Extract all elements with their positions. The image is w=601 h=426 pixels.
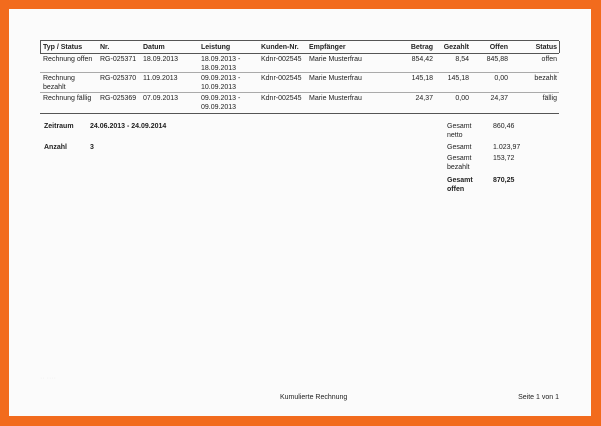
cell-gezahlt: 0,00 xyxy=(455,95,469,102)
header-nr: Nr. xyxy=(100,44,110,51)
header-gezahlt: Gezahlt xyxy=(443,44,469,51)
cell-nr: RG-025371 xyxy=(100,56,137,63)
total-label: netto xyxy=(447,132,463,139)
cell-leistung: 09.09.2013 - xyxy=(201,75,241,82)
cell-kunden: Kdnr-002545 xyxy=(261,56,302,63)
total-value: 153,72 xyxy=(493,155,515,162)
header-betrag: Betrag xyxy=(410,44,433,51)
anzahl-label: Anzahl xyxy=(44,144,67,151)
row-divider xyxy=(40,113,559,114)
total-label: bezahlt xyxy=(447,164,470,171)
total-label: Gesamt xyxy=(447,155,472,162)
cell-datum: 07.09.2013 xyxy=(143,95,179,102)
cell-betrag: 24,37 xyxy=(415,95,433,102)
cell-empfaenger: Marie Musterfrau xyxy=(309,56,362,63)
anzahl-value: 3 xyxy=(90,144,94,151)
cell-leistung: 18.09.2013 xyxy=(201,65,237,72)
cell-empfaenger: Marie Musterfrau xyxy=(309,95,362,102)
row-divider xyxy=(40,92,559,93)
cell-typ: Rechnung xyxy=(43,75,75,82)
cell-typ: Rechnung offen xyxy=(43,56,93,63)
header-datum: Datum xyxy=(143,44,165,51)
cell-gezahlt: 145,18 xyxy=(447,75,469,82)
cell-kunden: Kdnr-002545 xyxy=(261,95,302,102)
header-offen: Offen xyxy=(489,44,508,51)
cell-datum: 18.09.2013 xyxy=(143,56,179,63)
table-top-border xyxy=(40,40,559,41)
total-label: Gesamt xyxy=(447,177,473,184)
total-label: Gesamt xyxy=(447,144,472,151)
header-leistung: Leistung xyxy=(201,44,231,51)
zeitraum-label: Zeitraum xyxy=(44,123,74,130)
cell-typ: Rechnung fällig xyxy=(43,95,92,102)
table-right-border xyxy=(559,41,560,53)
zeitraum-value: 24.06.2013 - 24.09.2014 xyxy=(90,123,167,130)
footer-page-number: Seite 1 von 1 xyxy=(518,394,559,401)
document-page xyxy=(9,9,591,416)
cell-offen: 0,00 xyxy=(494,75,508,82)
cell-status: bezahlt xyxy=(534,75,557,82)
table-left-border xyxy=(40,41,41,53)
table-header-divider xyxy=(40,53,559,54)
header-kunden-nr: Kunden-Nr. xyxy=(261,44,299,51)
cell-betrag: 145,18 xyxy=(411,75,433,82)
header-status: Status xyxy=(535,44,557,51)
header-typ: Typ / Status xyxy=(43,44,83,51)
cell-nr: RG-025369 xyxy=(100,95,137,102)
total-value: 860,46 xyxy=(493,123,515,130)
cell-nr: RG-025370 xyxy=(100,75,137,82)
cell-empfaenger: Marie Musterfrau xyxy=(309,75,362,82)
cell-leistung: 09.09.2013 - xyxy=(201,95,241,102)
footer-title: Kumulierte Rechnung xyxy=(280,394,348,401)
cell-status: offen xyxy=(541,56,557,63)
total-value: 1.023,97 xyxy=(493,144,521,151)
cell-datum: 11.09.2013 xyxy=(143,75,178,82)
cell-gezahlt: 8,54 xyxy=(455,56,469,63)
row-divider xyxy=(40,72,559,73)
cell-leistung: 10.09.2013 xyxy=(201,84,237,91)
total-label: Gesamt xyxy=(447,123,472,130)
cell-kunden: Kdnr-002545 xyxy=(261,75,302,82)
cell-offen: 845,88 xyxy=(486,56,508,63)
total-label: offen xyxy=(447,186,465,193)
total-value: 870,25 xyxy=(493,177,515,184)
header-empfaenger: Empfänger xyxy=(309,44,346,51)
cell-offen: 24,37 xyxy=(490,95,508,102)
cell-typ: bezahlt xyxy=(43,84,66,91)
cell-leistung: 18.09.2013 - xyxy=(201,56,241,63)
cell-betrag: 854,42 xyxy=(411,56,433,63)
faint-watermark: ·· ···· xyxy=(40,375,56,382)
cell-status: fällig xyxy=(542,95,557,102)
cell-leistung: 09.09.2013 xyxy=(201,104,237,111)
